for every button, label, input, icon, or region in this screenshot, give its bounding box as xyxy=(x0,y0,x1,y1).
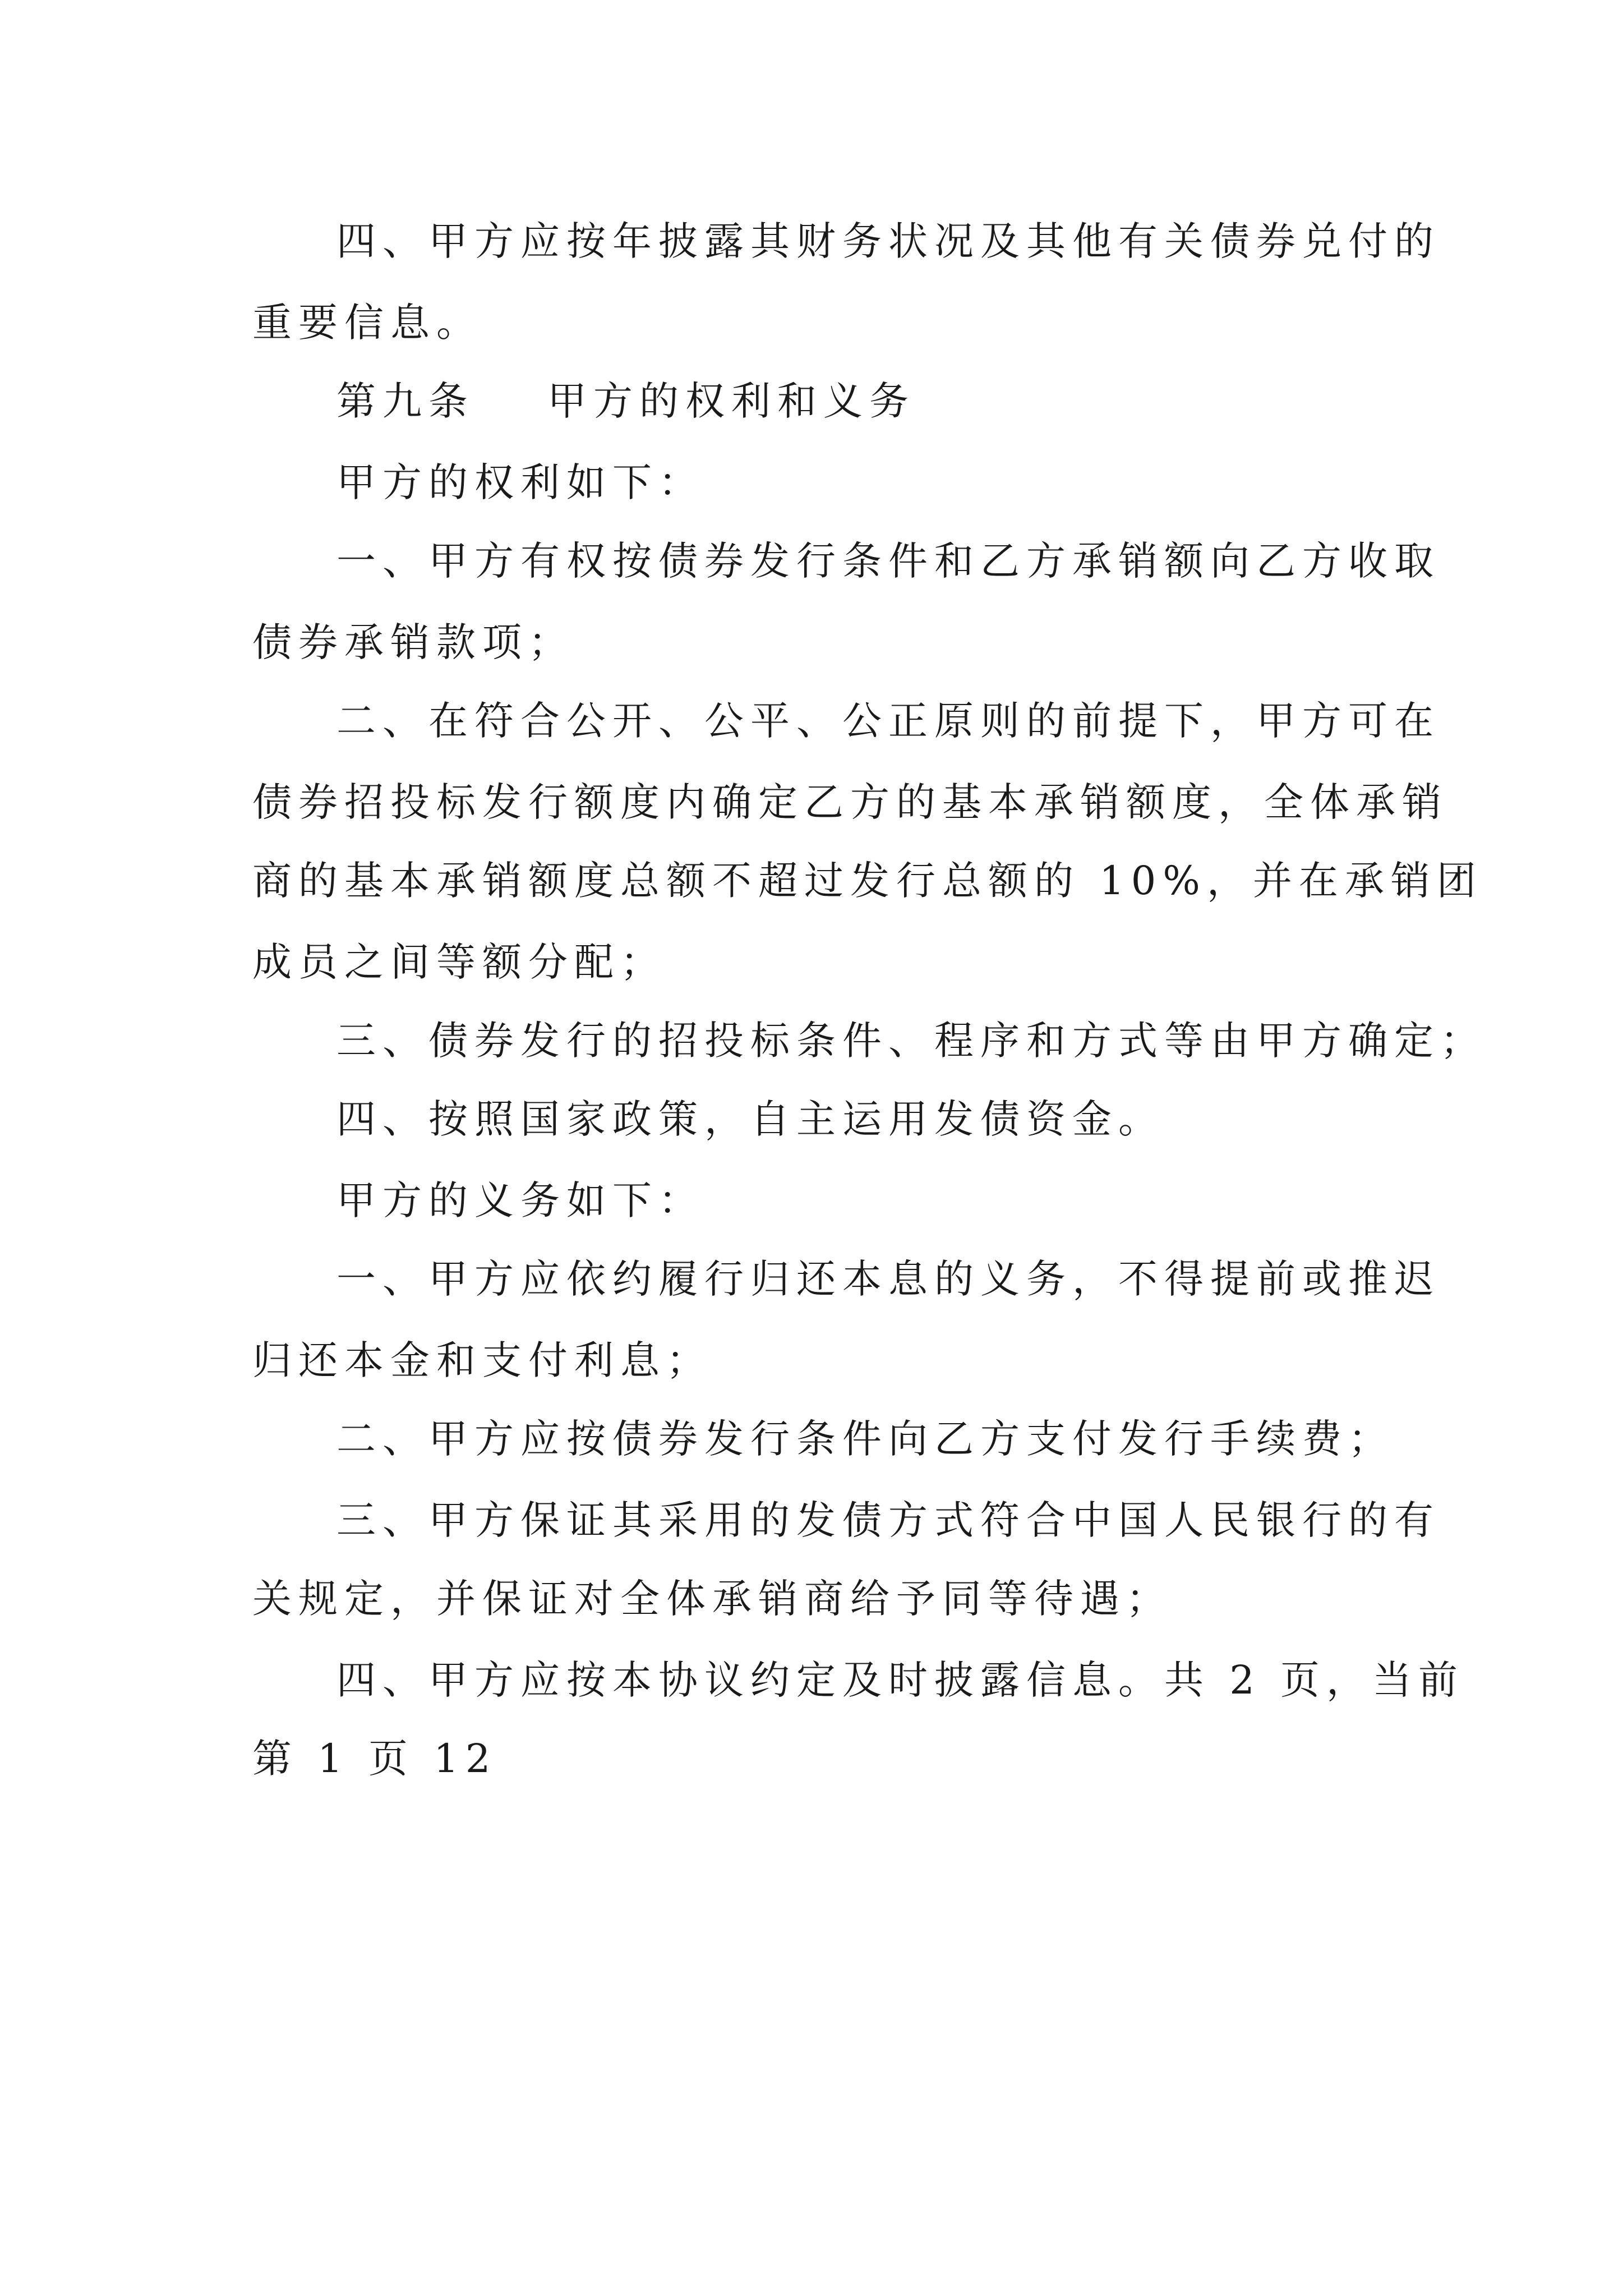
paragraph-line: 债券承销款项； xyxy=(252,619,574,665)
paragraph-line: 四、甲方应按年披露其财务状况及其他有关债券兑付的 xyxy=(336,218,1440,264)
paragraph-line: 二、在符合公开、公平、公正原则的前提下，甲方可在 xyxy=(336,698,1440,744)
paragraph-line: 一、甲方有权按债券发行条件和乙方承销额向乙方收取 xyxy=(336,538,1440,584)
paragraph-line: 三、债券发行的招投标条件、程序和方式等由甲方确定； xyxy=(336,1018,1486,1064)
paragraph-line: 商的基本承销额度总额不超过发行总额的 10%，并在承销团 xyxy=(252,858,1483,904)
paragraph-line: 归还本金和支付利息； xyxy=(252,1337,712,1383)
paragraph-line: 关规定，并保证对全体承销商给予同等待遇； xyxy=(252,1576,1172,1622)
article-title: 甲方的权利和义务 xyxy=(547,378,915,424)
paragraph-line: 四、按照国家政策，自主运用发债资金。 xyxy=(336,1096,1164,1142)
paragraph-line: 债券招投标发行额度内确定乙方的基本承销额度，全体承销 xyxy=(252,779,1448,825)
article-number: 第九条 xyxy=(336,378,474,424)
paragraph-line: 成员之间等额分配； xyxy=(252,939,666,985)
paragraph-line: 四、甲方应按本协议约定及时披露信息。共 2 页，当前 xyxy=(336,1657,1465,1703)
paragraph-line: 重要信息。 xyxy=(252,300,482,346)
paragraph-line: 一、甲方应依约履行归还本息的义务，不得提前或推迟 xyxy=(336,1256,1440,1302)
paragraph-line: 甲方的权利如下： xyxy=(336,459,704,505)
article-heading xyxy=(336,376,915,426)
paragraph-line: 二、甲方应按债券发行条件向乙方支付发行手续费； xyxy=(336,1416,1394,1462)
paragraph-line: 甲方的义务如下： xyxy=(336,1177,704,1223)
paragraph-line: 三、甲方保证其采用的发债方式符合中国人民银行的有 xyxy=(336,1497,1440,1543)
page-indicator-line: 第 1 页 12 xyxy=(252,1736,497,1782)
